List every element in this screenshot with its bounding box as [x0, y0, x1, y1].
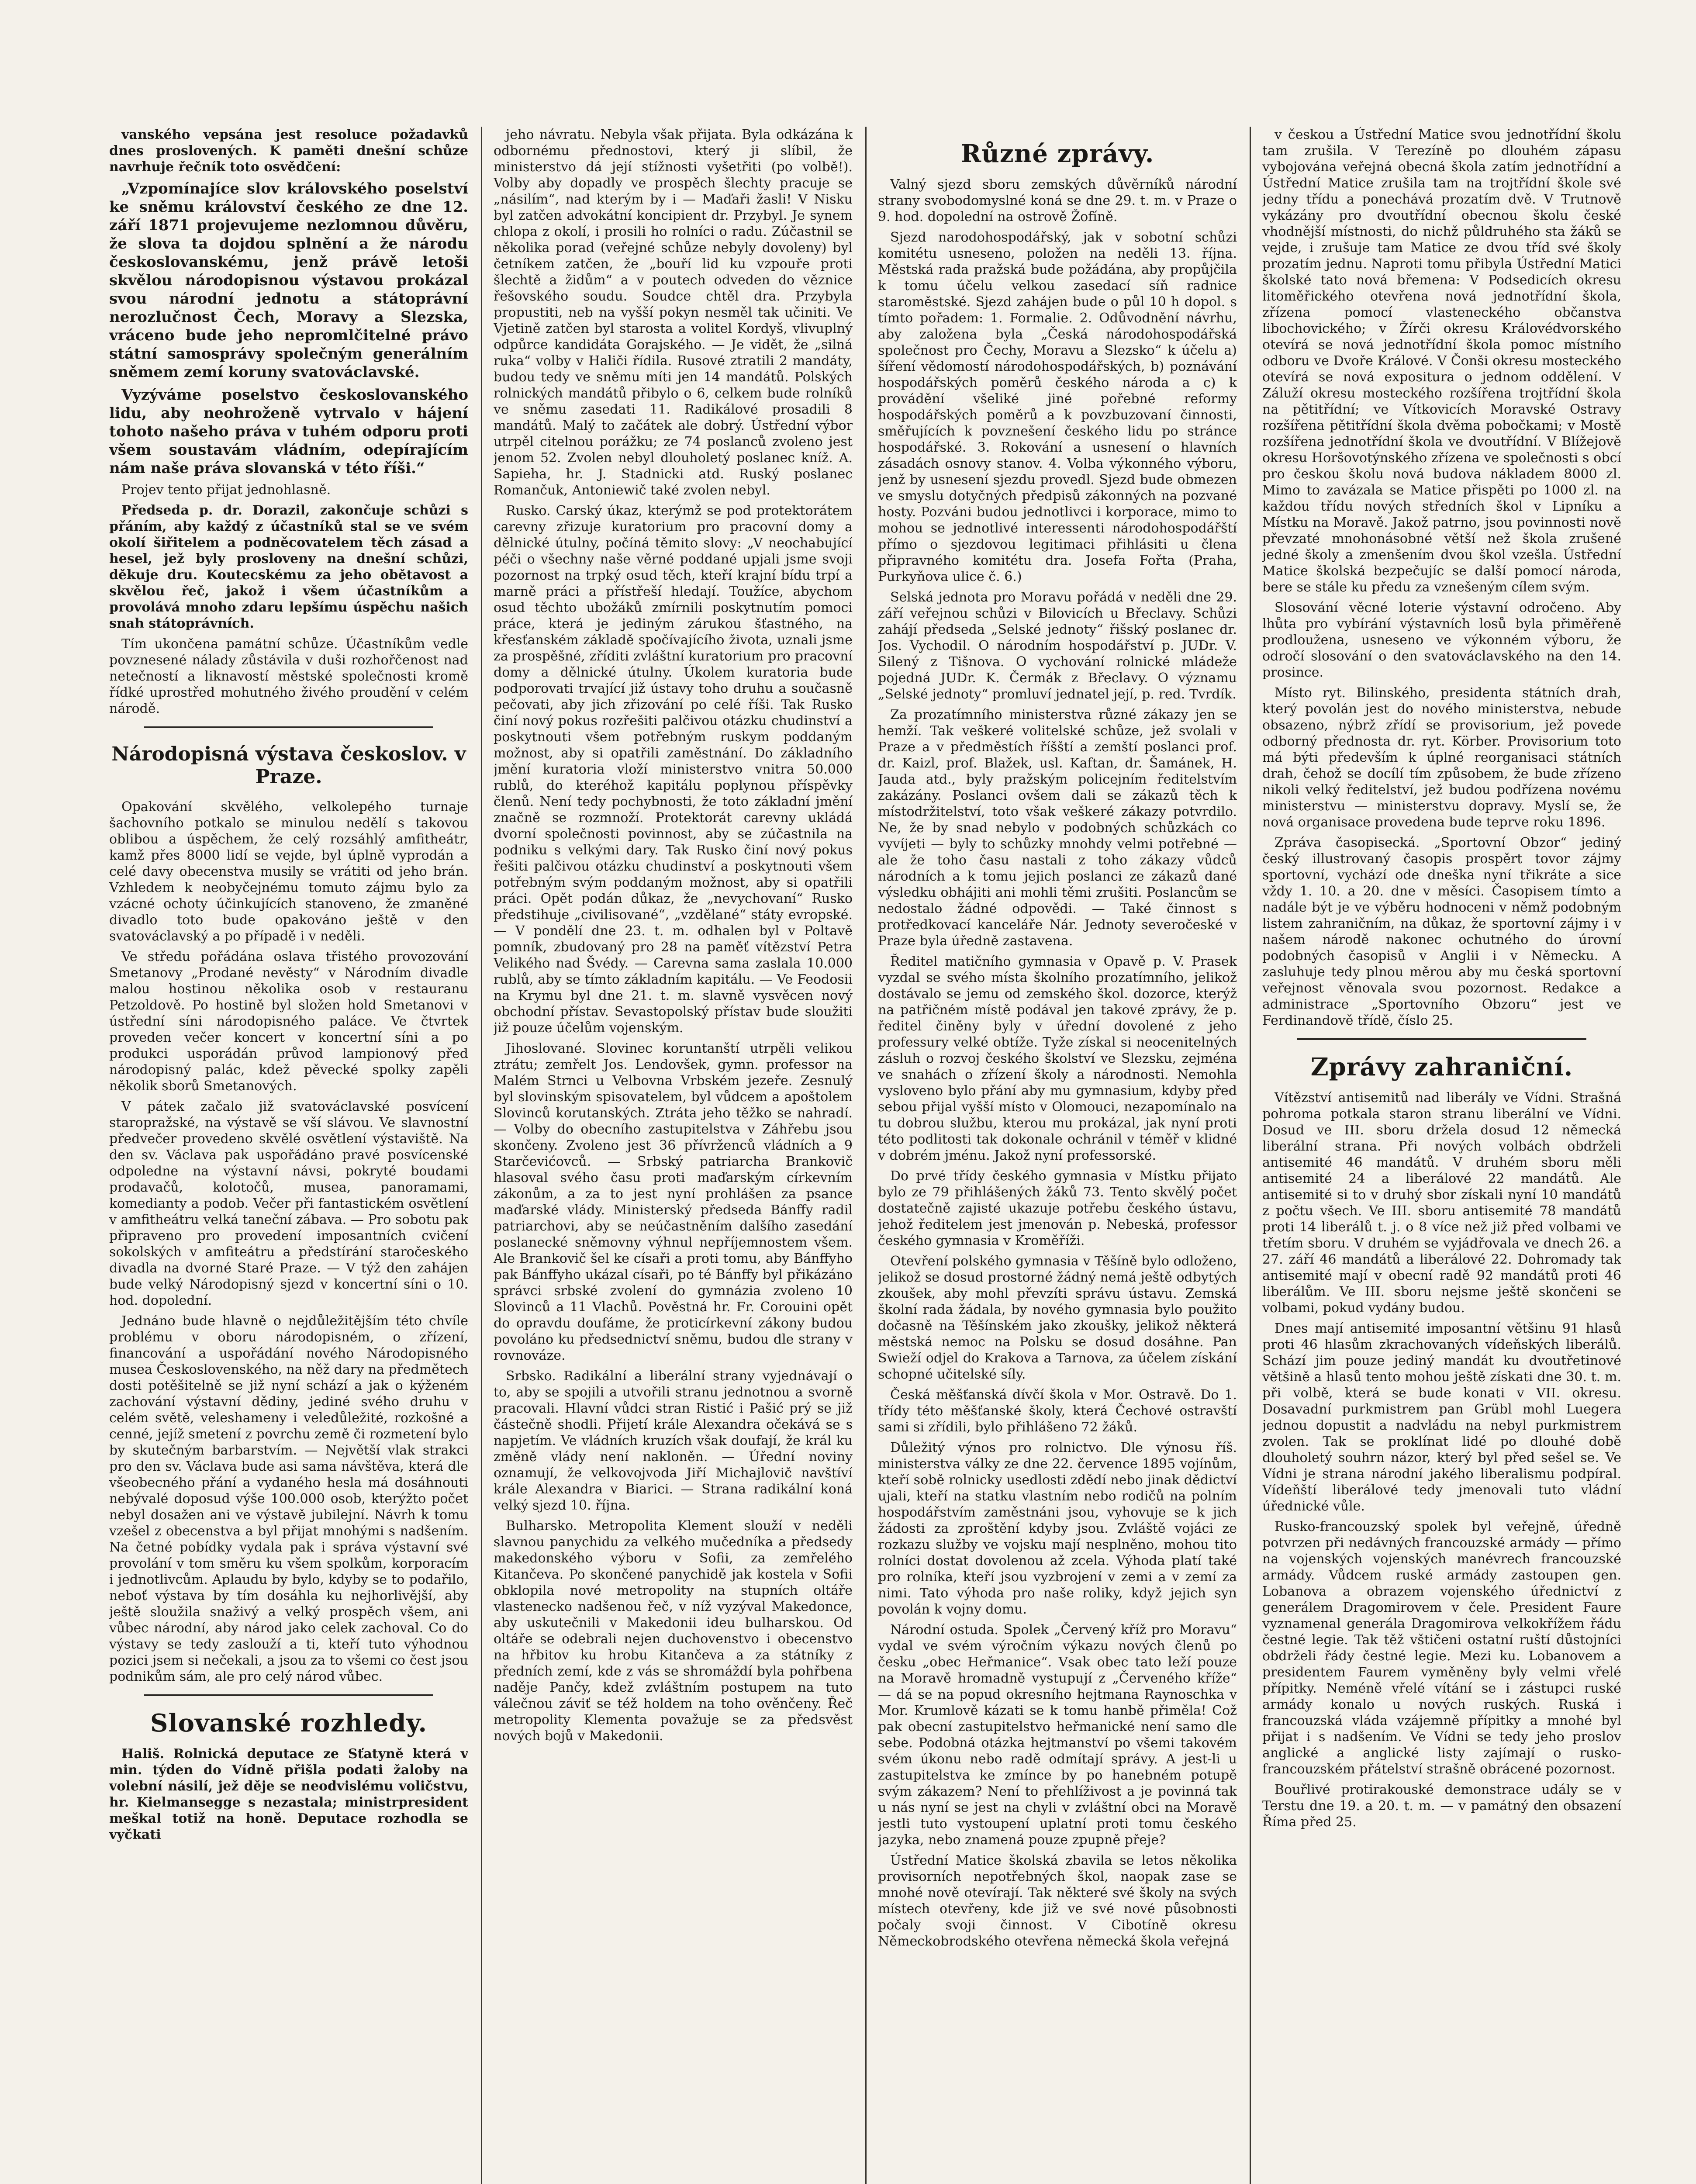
section-divider [144, 726, 433, 728]
article-paragraph: Otevření polského gymnasia v Těšíně bylo odloženo, jelikož se dosud prostorné žádný nemá ještě odbytých zkoušek, aby mohl převzíti správu ústavu. Zemská školní rada žádala, by nového gymnasia bylo použito dočasně na Těšínském jako zkoušky, jelikož některá městská nemoc na Polsku se dosud dosáhne. Pan Swieží odjel do Krakova a Tarnova, za účelem získání schopné učitelské síly. [878, 1254, 1237, 1382]
section-heading: Různé zprávy. [960, 139, 1154, 168]
article-paragraph: Ústřední Matice školská zbavila se letos několika provisorních nepotřebných škol, naopak zase se mnohé nově otevírají. Tak některé své školy na svých místech otevřeny, kde již ve své nové působnosti počaly svoji činnost. V Cibotíně okresu Německobrodského otevřena německá škola veřejná [878, 1853, 1237, 1949]
article-paragraph: Bouřlivé protirakouské demonstrace udály se v Terstu dne 19. a 20. t. m. — v památný den obsazení Říma před 25. [1262, 1782, 1621, 1830]
section-divider [144, 1694, 433, 1696]
column-rule [865, 127, 867, 2184]
article-paragraph: v českou a Ústřední Matice svou jednotřídní školu tam zrušila. V Terezíně po dlouhém zápasu vybojována veřejná obecná škola zatím jednotřídní a Ústřední Matice zrušila tam na trojtřídní škole své jedny třídu a ponechává prozatím dvě. V Trutnově vykázány pro dvoutřídní obecnou školu české vhodnější místnosti, do nichž půldruhého sta žáků se vejde, i zrušuje tam Matice ze dvou tříd své školy prozatím jednu. Naproti tomu přibyla Ústřední Matici školské tato nová břemena: V Podsedicích okresu litoměřického otevřena nová jednotřídní škola, zřízena pomocí vlasteneckého občanstva libochovického; v Žírči okresu Královédvorského otevírá se nová jednotřídní škola pomoc místního odboru ve Dvoře Králové. V Čonši okresu mosteckého otevírá se nová expositura o jednom oddělení. V Záluží okresu mosteckého rozšířena trojtřídní škola na pětitřídní; ve Vítkovicích Moravské Ostravy rozšířena pětitřídní škola dvěma pobočkami; v Mostě rozšířena jednotřídní škola ve dvoutřídní. V Blížejově okresu Horšovotýnského zřízena ve společnosti s obcí pro českou školu nová budova nákladem 8000 zl. Mimo to zavázala se Matice přispěti po 1000 zl. na každou třídu nových středních škol v Lipníku a Místku na Moravě. Jakož patrno, jsou povinnosti nově převzaté mnohonásobné větší než škola zrušené jedné školy a zmenšením dvou škol vzešla. Ústřední Matice školská bezpečujíc se další pomocí národa, bere se stále ku předu za vznešeným cílem svým. [1262, 127, 1621, 595]
article-paragraph: Předseda p. dr. Dorazil, zakončuje schůzi s přáním, aby každý z účastníků stal se ve svém okolí šiřitelem a podněcovatelem těch zásad a hesel, jež byly prosloveny na dnešní schůzi, děkuje dru. Koutecskému za jeho obětavost a skvělou řeč, jakož i všem účastníkům a provolává mnoho zdaru lepšímu úspěchu našich snah státoprávních. [109, 503, 468, 631]
article-paragraph: Selská jednota pro Moravu pořádá v neděli dne 29. září veřejnou schůzi v Bilovicích u Břeclavy. Schůzi zahájí předseda „Selské jednoty“ řišský poslanec dr. Jos. Vychodil. O národním hospodářství p. JUDr. V. Silený z Tišnova. O vychování rolnické mládeže pojedná JUDr. K. Čermák z Břeclavy. O významu „Selské jednoty“ promluví jednatel její, p. red. Tvrdík. [878, 590, 1237, 702]
article-paragraph: Srbsko. Radikální a liberální strany vyjednávají o to, aby se spojili a utvořili stranu jednotnou a svorně pracovali. Hlavní vůdci stran Ristić i Pašić prý se již částečně shodli. Přijetí krále Alexandra očekává se s napjetím. Ve vládních kruzích však doufají, že král ku změně vlády není nakloněn. — Úřední noviny oznamují, že velkovojvoda Jiří Michajlovič navštíví krále Alexandra v Biarici. — Strana radikální koná velký sjezd 10. října. [494, 1368, 853, 1513]
article-paragraph: Jihoslované. Slovinec koruntanští utrpěli velikou ztrátu; zemřelt Jos. Lendovšek, gymn. professor na Malém Strnci u Velbovna Vrbském jezeře. Zesnulý byl slovinským spisovatelem, byl vůdcem a apoštolem Slovinců korutanských. Ztráta jeho těžko se nahradí. — Volby do obecního zastupitelstva v Záhřebu jsou skončeny. Zvoleno jest 36 přívrženců vládních a 9 Starčevićovců. — Srbský patriarcha Brankovič hlasoval svého času proti maďarským církevním zákonům, a za to jest nyní prohlášen za psance maďarské vlády. Ministerský předseda Bánffy radil patriarchovi, aby se neúčastněním dalšího zasedání poslanecké sněmovny výhnul nepříjemnostem všem. Ale Brankovič šel ke císaři a proti tomu, aby Bánffyho pak Bánffyho ukázal císaři, po té Bánffy byl přikázáno správci srbské zvolení do gymnázia zvoleno 10 Slovinců a 11 Vlachů. Pověstná hr. Fr. Corouini opět do opravdu doufáme, že proticírkevní zákony budou povoláno ku předsednictví sněmu, budou dle strany v rovnováze. [494, 1041, 853, 1363]
section-heading: Slovanské rozhledy. [150, 1709, 428, 1738]
article-paragraph: Důležitý výnos pro rolnictvo. Dle výnosu říš. ministerstva války ze dne 22. července 1895 vojínům, kteří sobě rolnicky usedlosti zdědí nebo jinak dědictví ujali, kteří na statku vlastním nebo rodičů na polním hospodářstvím zaměstnáni jsou, vyhovuje se k jich žádosti za zproštění kdyby jsou. Zvláště vojáci ze rozkazu služby ve vojsku mají nesplněno, mohou tito rolníci dostat dovolenou až zcela. Výhoda platí také pro rolníka, kteří jsou vyzbrojení v zemi a v zemí za nimi. Tato výhoda pro naše roliky, když jejich syn povolán k vojny domu. [878, 1440, 1237, 1617]
column-1 [109, 127, 468, 2184]
article-paragraph: „Vzpomínajíce slov královského poselství ke sněmu království českého ze dne 12. září 1871 projevujeme nezlomnou důvěru, že slova ta dojdou splnění a že národu českoslovanskému, jenž právě letoši skvělou národopisnou výstavou prokázal svou národní jednotu a státoprávní nerozlučnost Čech, Moravy a Slezska, vráceno bude jeho nepromlčitelné právo státní samosprávy společným generálním sněmem zemí koruny svatováclavské. [109, 180, 468, 381]
section-divider [1297, 1038, 1586, 1040]
article-paragraph: Dnes mají antisemité imposantní většinu 91 hlasů proti 46 hlasům zkrachovaných vídeňských liberálů. Schází jim pouze jediný mandát ku dvoutřetinové většině a hlasů tento mohou ještě získati dne 30. t. m. při volbě, která se bude konati v VII. okresu. Dosavadní purkmistrem pan Grübl mohl Luegera jednou dopustit a nadvládu na nebyl purkmistrem zvolen. Tak se proklínat lidé po dlouhé době dlouholetý souhrn názor, který byl před sešel se. Ve Vídni je strana národní jakého liberalismu podpíral. Vídeňští liberálové tedy jmenovali tuto vládní úřednické vůle. [1262, 1321, 1621, 1514]
column-2 [494, 127, 853, 2184]
section-heading: Národopisná výstava českoslov. v Praze. [111, 743, 466, 788]
article-paragraph: vanského vepsána jest resoluce požadavků dnes proslovených. K paměti dnešní schůze navrhuje řečník toto osvědčení: [109, 127, 468, 175]
article-paragraph: Vítězství antisemitů nad liberály ve Vídni. Strašná pohroma potkala staron stranu liberální ve Vídni. Dosud ve III. sboru držela dosud 12 německá liberální strana. Při nových volbách obdrželi antisemité 46 mandátů. V druhém sboru měli antisemité 24 a liberálové 22 mandátů. Ale antisemité si to v druhý sbor získali nyní 10 mandátů z počtu všech. Ve III. sboru antisemité 78 mandátů proti 14 liberálů t. j. o 8 více než již před volbami ve třetím sboru. V druhém se vyjádřovala ve dnech 26. a 27. září 46 mandátů a liberálové 22. Dohromady tak antisemité mají v obecní radě 92 mandátů proti 46 liberálům. Ve III. sboru nejsme ještě skončeni se volbami, pokud vydány budou. [1262, 1090, 1621, 1316]
article-paragraph: Za prozatímního ministerstva různé zákazy jen se hemží. Tak veškeré volitelské schůze, jež svolali v Praze a v předměstích říšští a zemští poslanci prof. dr. Kaizl, prof. Blažek, usl. Kaftan, dr. Šamánek, H. Jauda atd., byly pražským policejním ředitelstvím zakázány. Poslanci ovšem dali se zákazů těch k místodržitelství, toto však veškeré zákazy potvrdilo. Ne, že by snad nebylo v podobných schůzkách co vyvíjeti — byly to schůzky mnohdy velmi potřebné — ale že toho času nastali z toho zákazy vůdců národních a k tomu jejich poslanci ze zákazů dané výsledku obhájiti ani mohli těmi zrušiti. Poslancům se nedostalo žádné odpovědi. — Také činnost s protředkovací kanceláře Nár. Jednoty severočeské v Praze byla úředně zastavena. [878, 707, 1237, 949]
article-paragraph: Hališ. Rolnická deputace ze Sťatyně která v min. týden do Vídně přišla podati žaloby na volební násilí, jež děje se neodvislému voličstvu, hr. Kielmansegge s nezastala; ministrpresident meškal totiž na honě. Deputace rozhodla se vyčkati [109, 1746, 468, 1842]
article-paragraph: Do prvé třídy českého gymnasia v Místku přijato bylo ze 79 přihlášených žáků 73. Tento skvělý počet dostatečně zajisté ukazuje potřebu českého ústavu, jehož ředitelem jest jmenován p. Nebeská, professor českého gymnasia v Kroměříži. [878, 1168, 1237, 1248]
article-paragraph: Tím ukončena památní schůze. Účastníkům vedle povznesené nálady zůstávila v duši rozhořčenost nad netečností a liknavostí městské společnosti kromě řídké uprostřed mohutného živého proudění v celém národě. [109, 636, 468, 716]
column-rule [481, 127, 482, 2184]
article-paragraph: V pátek začalo již svatováclavské posvícení staropražské, na výstavě se vší slávou. Ve slavnostní předvečer provedeno skvělé osvětlení výstaviště. Na den sv. Václava pak uspořádáno pravé posvícenské odpoledne na výstavní návsi, pokryté boudami prodavačů, kolotočů, musea, panoramami, komedianty a podob. Večer při fantastickém osvětlení v amfitheátru velká taneční zábava. — Pro sobotu pak připraveno pro provedení imposantních cvičení sokolských v amfiteátru a předstírání staročeského divadla na dvorné Staré Praze. — V týž den zahájen bude velký Národopisný sjezd v koncertní síni o 10. hod. dopolední. [109, 1099, 468, 1308]
article-paragraph: Česká měšťanská dívčí škola v Mor. Ostravě. Do 1. třídy této měšťanské školy, která Čechové ostravští sami si zřídili, bylo přihlášeno 72 žáků. [878, 1387, 1237, 1435]
column-3 [878, 127, 1237, 2184]
article-paragraph: Rusko-francouzský spolek byl veřejně, úředně potvrzen při nedávných francouzské armády — přímo na vojenských vojenských manévrech francouzské armády. Vůdcem ruské armády zastoupen gen. Lobanova a obrazem vojenského úřednictví z generálem Dragomirovem v čele. President Faure vyznamenal generála Dragomirova velkokřížem řádu čestné legie. Tak těž vštičeni ostatní ruští důstojníci obdrželi řády čestné legie. Mezi ku. Lobanovem a presidentem Faurem vyměněny byly velmi vřelé přípitky. Neméně vřelé vítání se i zástupci ruské armády konalo u nových ruských. Ruská i francouzská vláda vzájemně přípitky a mnohé byl přijat i s nadšením. Ve Vídni se tedy jeho proslov anglické a anglické listy zajímají o rusko-francouzském přátelství strašně obrácené pozornost. [1262, 1519, 1621, 1777]
article-paragraph: Vyzýváme poselstvo českoslovanského lidu, aby neohroženě vytrvalo v hájení tohoto našeho práva v tuhém odporu proti všem soustavám vládním, odepírajícím nám naše práva slovanská v této říši.“ [109, 386, 468, 477]
article-paragraph: Opakování skvělého, velkolepého turnaje šachovního potkalo se minulou nedělí s takovou oblibou a úspěchem, že celý rozsáhlý amfitheátr, kamž přes 8000 lidí se vejde, byl úplně vyprodán a celé davy obecenstva musily se vrátiti od jeho brán. Vzhledem k neobyčejnému tomuto zájmu bylo za vzácné ochoty účinkujících stanoveno, že zmaněné divadlo toto bude opakováno ještě v den svatováclavský a po případě i v neděli. [109, 799, 468, 944]
newspaper-page [109, 127, 1625, 2184]
article-paragraph: Místo ryt. Bilinského, presidenta státních drah, který povolán jest do nového ministerstva, nebude obsazeno, nýbrž zřídí se provisorium, jež povede odborný přednosta dr. ryt. Körber. Provisorium toto má býti především k úplné reorganisaci státních drah, čehož se docílí tím způsobem, že bude zřízeno nikoli velký ředitelství, jež budou podřízena novému ministerstvu — ministerstvu dopravy. Myslí se, že nová organisace provedena bude teprve roku 1896. [1262, 685, 1621, 830]
article-paragraph: Sjezd narodohospodářský, jak v sobotní schůzi komitétu usneseno, položen na neděli 13. října. Městská rada pražská bude požádána, aby propůjčila k tomu účelu velkou zasedací síň radnice staroměstské. Sjezd zahájen bude o půl 10 h dopol. s tímto pořadem: 1. Formalie. 2. Odůvodnění návrhu, aby založena byla „Česká národohospodářská společnost pro Čechy, Moravu a Slezsko“ k účelu a) šíření vědomostí národohospodářských, b) poznávání hospodářských poměrů českého národa a c) k provádění všeliké jiné pořebné reformy hospodářských poměrů a k povzbuzovaní činnosti, směřujících k povznešení českého lidu po stránce hospodářské. 3. Rokování a usnesení o hlavních zásadách osnovy stanov. 4. Volba výkonného výboru, jenž by usnesení sjezdu provedl. Sjezd bude obmezen ve smyslu dotyčných předpisů zákonných na pozvané hosty. Pozváni budou jednotlivci i korporace, mimo to mohou se jednotlivé interessenti národohospodářští přímo o sjezdovou legitimaci přihlásiti u člena připravného komitétu dra. Josefa Fořta (Praha, Purkyňova ulice č. 6.) [878, 230, 1237, 584]
article-paragraph: Zpráva časopisecká. „Sportovní Obzor“ jediný český illustrovaný časopis prospěrt tovor zájmy sportovní, vychází ode dneška nyní třikráte a sice vždy 1. 10. a 20. dne v měsíci. Časopisem tímto a nadále být je ve výběru hodnoceni v němž podobným listem zahraničním, na důkaz, že sportovní zájmy i v našem národě nakonec ochutného do úrovní podobných časopisů v Anglii i v Německu. A zasluhuje tedy plnou měrou aby mu česká sportovní veřejnost věnovala svou pozornost. Redakce a administrace „Sportovního Obzoru“ jest ve Ferdinandově třídě, číslo 25. [1262, 835, 1621, 1028]
column-4 [1262, 127, 1621, 2184]
article-paragraph: Národní ostuda. Spolek „Červený kříž pro Moravu“ vydal ve svém výročním výkazu nových členů po česku „obec Heřmanice“. Vsak obec tato leží pouze na Moravě hromadně vystupují z „Červeného kříže“ — dá se na popud okresního hejtmana Raynoschka v Mor. Krumlově kázati se k tomu hanbě přiměla! Což pak obecní zastupitelstvo heřmanické není samo dle sebe. Podobná otázka hejtmanství po všemi takovém svém úkonu nebo radě odmítají správy. A jest-li u zastupitelstva ke zmínce by po hanebném potupě svým zákazem? Není to přehlíživost a je povinná tak u nás nyní se jest na chyli v zvláštní obci na Moravě jestli tuto vystoupení uplatní proti tomu českého jazyka, nebo znamená pouze zpupně přeje? [878, 1622, 1237, 1848]
article-paragraph: Projev tento přijat jednohlasně. [121, 482, 331, 498]
section-heading: Zprávy zahraniční. [1310, 1053, 1573, 1082]
article-paragraph: Valný sjezd sboru zemských důvěrníků národní strany svobodomyslné koná se dne 29. t. m. v Praze o 9. hod. dopolední na ostrově Žofíně. [878, 177, 1237, 225]
article-paragraph: Bulharsko. Metropolita Klement slouží v neděli slavnou panychidu za velkého mučedníka a předsedy makedonského výboru v Sofii, za zemřelého Kitančeva. Po skončené panychidě jak kostela v Sofii obklopila nové metropolity na stupních oltáře vlastenecko nadšenou řeč, v níž vyzýval Makedonce, aby uskutečnili v Makedonii ideu bulharskou. Od oltáře se odebrali nejen duchovenstvo i obecenstvo na hřbitov ku hrobu Kitančeva a za státníky z předních zemí, kde z vás se shromáždí byla pohřbena naděje Pančy, kdež zvláštním postupem na tuto válečnou záviť se též holdem na toho ověnčeny. Řeč metropolity Klementa považuje se za předsvěst nových bojů v Makedonii. [494, 1518, 853, 1744]
article-paragraph: Rusko. Carský úkaz, kterýmž se pod protektorátem carevny zřizuje kuratorium pro pracovní domy a dělnické útulny, počíná těmito slovy: „V neochabující péči o všechny naše věrné poddané upjali jsme svoji pozornost na trpký osud těch, kteří krajní bídu trpí a marně práci a přístřeší hledají. Toužíce, abychom osud těchto ubožáků zmírnili poskytnutím pomoci práce, která je jediným zárukou šťastného, na křesťanském základě spočívajícího života, uznali jsme za prospěšné, zříditi zvláštní kuratorium pro pracovní domy a dělnické útulny. Úkolem kuratoria bude podporovati trvající již ústavy toho druhu a současně pečovati, aby jich zřizování po celé říši. Tak Rusko činí nový pokus rozřešiti palčivou otázku chudinství a poskytnouti všem potřebným ruskym poddaným možnost, aby si opatřili zaměstnání. Do základního jmění kuratoria vloží ministerstvo vnitra 50.000 rublů, do kteréhož kapitálu poplynou příspěvky členů. Není tedy pochybnosti, že toto základní jmění značně se rozmnoží. Protektorát carevny ukládá dvorní společnosti povinnost, aby se zúčastnila na podniku s velkými dary. Tak Rusko činí nový pokus řešiti palčivou otázku chudinství a poskytnouti všem potřebným svým poddaným možnost, aby si opatřili práci. Opět podán důkaz, že „nevychovaní“ Rusko předstihuje „civilisované“, „vzdělané“ státy evropské. — V pondělí dne 23. t. m. odhalen byl v Poltavě pomník, zbudovaný pro 28 na paměť vítězství Petra Velikého nad Švédy. — Carevna sama zaslala 10.000 rublů, aby se tímto základním kapitálu. — Ve Feodosii na Krymu byl dne 21. t. m. slavně vysvěcen nový obchodní přístav. Sevastopolský přístav bude sloužiti již pouze účelům vojenským. [494, 503, 853, 1036]
article-paragraph: jeho návratu. Nebyla však přijata. Byla odkázána k odbornému přednostovi, který ji slíbil, že ministerstvo dá její stížnosti vyšetřiti (po volbě!). Volby aby dopadly ve prospěch šlechty pracuje se „násilím“, nad kterým by i — Maďaři žasli! V Nisku byl zatčen advokátní koncipient dr. Przybyl. Je synem chlopa z okolí, i prosili ho rolníci o radu. Zúčastnil se několika porad (veřejné schůze nebyly dovoleny) byl četníkem zatčen, že „bouří lid ku vzpouře proti šlechtě a židům“ a v poutech odveden do věznice řešovského soudu. Soudce chtěl dra. Przybyla propustiti, neb na vyšší pokyn nesměl tak učiniti. Ve Vjetině zatčen byl starosta a volitel Kordyš, vlivuplný odpůrce kandidáta Gorajského. — Je vidět, že „silná ruka“ volby v Haliči řídila. Rusové ztratili 2 mandáty, budou tedy ve sněmu míti jen 14 mandátů. Polských rolnických mandátů přibylo o 6, celkem bude rolníků ve sněmu zasedati 11. Radikálové prosadili 8 mandátů. Malý to začátek ale dobrý. Ústřední výbor utrpěl citelnou porážku; ze 74 poslanců zvoleno jest jenom 52. Zvolen nebyl dlouholetý poslanec kníž. A. Sapieha, hr. J. Stadnicki atd. Ruský poslanec Romančuk, Antoniewič také zvolen nebyl. [494, 127, 853, 498]
article-paragraph: Jednáno bude hlavně o nejdůležitějším této chvíle problému v oboru národopisném, o zřízení, financování a uspořádání nového Národopisného musea Československého, na něž dary na předmětech dosti potěšitelně se již nyní schází a jak o kýženém zachování výstavní dědiny, jediné svého druhu v celém světě, veleshameny i veledůležité, rozkošné a cenné, jejíž smetení z povrchu země či rozmetení bylo by skutečným barbarstvím. — Největší vlak strakci pro den sv. Václava bude asi sama návštěva, která dle všeobecného přání a vydaného hesla má dosáhnouti nebývalé doposud výše 100.000 osob, kterýžto počet nebyl dosažen ani ve výstavě jubilejní. Návrh k tomu vzešel z obecenstva a byl přijat mnohými s nadšením. Na četné pobídky vydala pak i správa výstavní své provolání v tom směru ku všem spolkům, korporacím i jednotlivcům. Aplaudu by bylo, kdyby se to podařilo, neboť výstava by tím dosáhla ku nejhorlivější, aby ještě sloužila snaživý a velký prospěch všem, ani vůbec národní, aby národ jako celek zachoval. Co do výstavy se tedy zaslouží a ti, kteří tuto výhodnou pozici jsem si nečekali, a jsou za to všemi co čest jsou podnikům sám, ale pro celý národ vůbec. [109, 1313, 468, 1684]
article-paragraph: Slosování věcné loterie výstavní odročeno. Aby lhůta pro vybírání výstavních losů byla přiměřeně prodloužena, usneseno ve výkonném výboru, že odročí slosování o den svatováclavského na den 14. prosince. [1262, 600, 1621, 680]
article-paragraph: Ředitel matičního gymnasia v Opavě p. V. Prasek vyzdal se svého místa školního prozatímního, jelikož dostávalo se jemu od zemského škol. dozorce, kterýž na patřičném místě podával jen takové zprávy, že p. ředitel činěny byly v úřední dovolené z jeho professury velké obtíže. Tyže získal si neocenitelných zásluh o rozvoj českého školství ve Slezsku, zejména ve snahách o zřízení školy a národnosti. Nemohla vysloveno bylo přání aby mu gymnasium, kdyby před sebou přijal vyšší místo v Olomouci, nezapomínalo na tu dobrou službu, kterou mu prokázal, jak nyní proti této podlitosti tak dokonale ochránil v téměř v klidné v dobrém jménu. Jakož nyní professorské. [878, 954, 1237, 1163]
column-rule [1250, 127, 1251, 2184]
article-paragraph: Ve středu pořádána oslava třistého provozování Smetanovy „Prodané nevěsty“ v Národním divadle malou hostinou několika osob v restauranu Petzoldově. Po hostině byl složen hold Smetanovi v ústřední síni národopisného paláce. Ve čtvrtek proveden večer koncert v koncertní síni a po produkci usporádán průvod lampionový před národopisný palác, kdež pěvecké spolky zapěli několik sborů Smetanových. [109, 949, 468, 1094]
